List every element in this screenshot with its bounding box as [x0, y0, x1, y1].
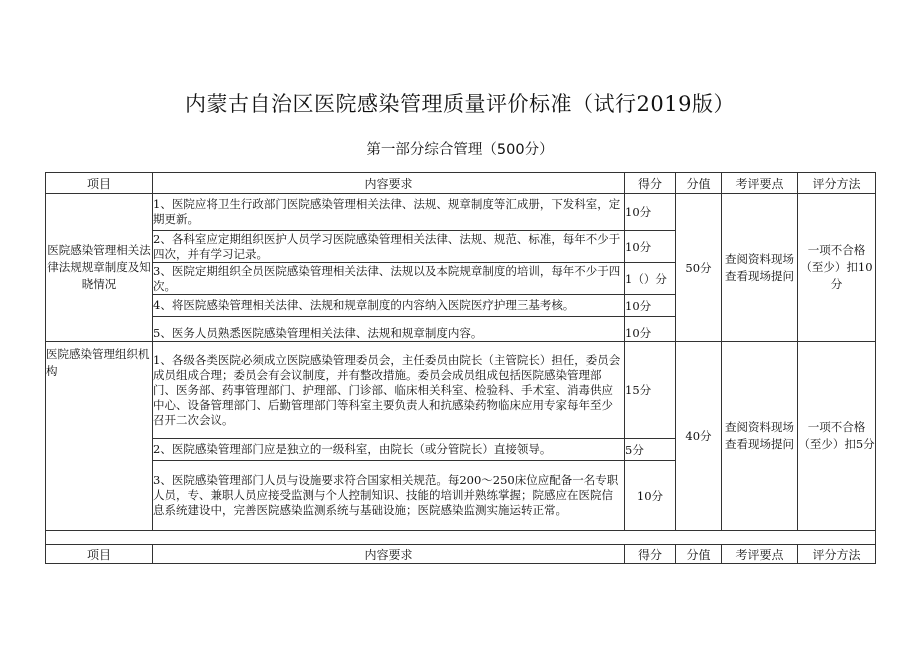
- section2-content-3: 3、医院感染管理部门人员与设施要求符合国家相关规范。每200～250床位应配备一名专职人员，专、兼职人员应接受监测与个人控制知识、技能的培训并熟练掌握；院感应在医院信息系统建设中，完善医院感染监测系统与基础设施；医院感染监测实施运转正常。: [153, 461, 625, 531]
- header-method-repeat: 评分方法: [798, 545, 876, 564]
- section1-score-5: 10分: [625, 317, 676, 342]
- section1-content-1: 1、医院应将卫生行政部门医院感染管理相关法律、法规、规章制度等汇成册，下发科室，定期更新。: [153, 194, 625, 231]
- section2-item: 医院感染管理组织机构: [46, 342, 153, 531]
- evaluation-table: [45, 172, 876, 564]
- section1-content-5: 5、医务人员熟悉医院感染管理相关法律、法规和规章制度内容。: [153, 317, 625, 342]
- section1-value: 50分: [676, 194, 722, 342]
- header-method: 评分方法: [798, 173, 876, 194]
- section2-content-2: 2、医院感染管理部门应是独立的一级科室，由院长（或分管院长）直接领导。: [153, 439, 625, 461]
- section2-method: 一项不合格（至少）扣5分: [798, 342, 876, 531]
- table-row: [46, 194, 876, 231]
- section1-method: 一项不合格（至少）扣10分: [798, 194, 876, 342]
- section1-points: 查阅资料现场查看现场提问: [722, 194, 798, 342]
- table-row: [46, 342, 876, 439]
- header-points: 考评要点: [722, 173, 798, 194]
- section2-score-3: 10分: [625, 461, 676, 531]
- section2-score-2: 5分: [625, 439, 676, 461]
- section1-score-2: 10分: [625, 231, 676, 263]
- section1-score-3: 1（）分: [625, 263, 676, 295]
- section1-score-4: 10分: [625, 295, 676, 317]
- section2-score-1: 15分: [625, 342, 676, 439]
- section1-score-1: 10分: [625, 194, 676, 231]
- header-item-repeat: 项目: [46, 545, 153, 564]
- header-content: 内容要求: [153, 173, 625, 194]
- section1-content-4: 4、将医院感染管理相关法律、法规和规章制度的内容纳入医院医疗护理三基考核。: [153, 295, 625, 317]
- table-header-row-repeat: [46, 545, 876, 564]
- section1-item: 医院感染管理相关法律法规规章制度及知晓情况: [46, 194, 153, 342]
- header-item: 项目: [46, 173, 153, 194]
- section2-value: 40分: [676, 342, 722, 531]
- section1-content-3: 3、医院定期组织全员医院感染管理相关法律、法规以及本院规章制度的培训，每年不少于四次。: [153, 263, 625, 295]
- header-score: 得分: [625, 173, 676, 194]
- section1-content-2: 2、各科室应定期组织医护人员学习医院感染管理相关法律、法规、规范、标准，每年不少于四次，并有学习记录。: [153, 231, 625, 263]
- section2-points: 查阅资料现场查看现场提问: [722, 342, 798, 531]
- table-header-row: [46, 173, 876, 194]
- document-title: 内蒙古自治区医院感染管理质量评价标准（试行2019版）: [185, 92, 735, 116]
- header-content-repeat: 内容要求: [153, 545, 625, 564]
- table-spacer-row: [46, 531, 876, 545]
- header-points-repeat: 考评要点: [722, 545, 798, 564]
- spacer-cell: [46, 531, 876, 545]
- header-value-repeat: 分值: [676, 545, 722, 564]
- header-value: 分值: [676, 173, 722, 194]
- section2-content-1: 1、各级各类医院必须成立医院感染管理委员会，主任委员由院长（主管院长）担任，委员会成员组成合理；委员会有会议制度，并有整改措施。委员会成员组成包括医院感染管理部门、医务部、药事管理部门、护理部、门诊部、临床相关科室、检验科、手术室、消毒供应中心、设备管理部门、后勤管理部门等科室主要负责人和抗感染药物临床应用专家每年至少召开二次会议。: [153, 342, 625, 439]
- header-score-repeat: 得分: [625, 545, 676, 564]
- section-subtitle: 第一部分综合管理（500分）: [366, 142, 554, 158]
